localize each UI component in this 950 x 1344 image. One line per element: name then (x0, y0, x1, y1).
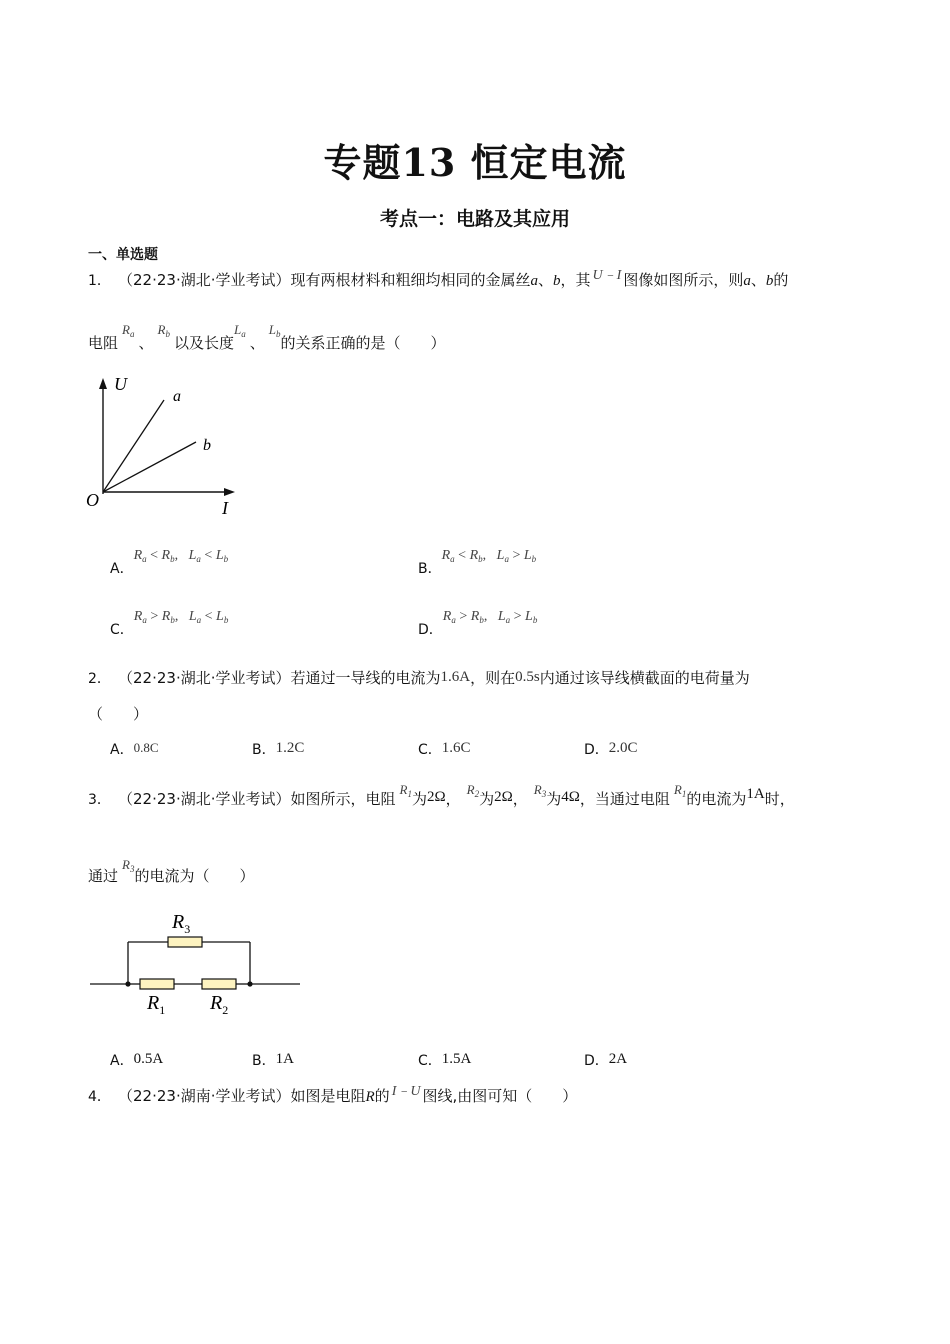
question-2-line-2: （ ） (88, 705, 149, 723)
r2-label: $R_2$ (210, 992, 229, 1017)
question-3-line-2: 通过$R_3$的电流为（ ） (88, 857, 255, 885)
q2-option-d[interactable]: D．2.0C (584, 740, 638, 758)
q2-option-b[interactable]: B．1.2C (252, 740, 305, 758)
q3-option-b[interactable]: B．1A (252, 1051, 294, 1069)
q1-option-c[interactable]: C．$R_a > R_b$, $L_a < L_b$ (110, 609, 229, 638)
option-formula: $R_a < R_b$, $L_a > L_b$ (441, 548, 537, 564)
q3-option-a[interactable]: A．0.5A (110, 1051, 164, 1069)
q1-option-d[interactable]: D．$R_a > R_b$, $L_a > L_b$ (418, 609, 538, 638)
length-la: $L_a$ (233, 322, 246, 339)
q3-option-d[interactable]: D．2A (584, 1051, 628, 1069)
line-a-label: a (173, 388, 181, 405)
ui-graph (84, 372, 254, 522)
page-title: 专题13 恒定电流 (323, 140, 627, 185)
line-b-label: b (203, 437, 211, 454)
length-lb: $L_b$ (268, 322, 281, 339)
i-axis-arrow (224, 488, 235, 496)
question-number: 3． (88, 792, 111, 808)
q1-option-b[interactable]: B．$R_a < R_b$, $L_a > L_b$ (418, 548, 537, 577)
question-number: 1． (88, 273, 111, 289)
line-b (103, 442, 196, 492)
question-1-line-1: 1． （22·23·湖北·学业考试）现有两根材料和粗细均相同的金属丝a、b，其 U﹣I 图像如图所示，则a、b的 (88, 268, 789, 289)
resistor-r1 (140, 979, 174, 989)
junction-node (125, 981, 130, 986)
question-number: 2． (88, 671, 111, 687)
option-formula: $R_a > R_b$, $L_a > L_b$ (442, 609, 538, 625)
question-source: （22·23·湖北·学业考试） (118, 271, 291, 289)
u-axis-arrow (99, 378, 107, 389)
i-axis-label: I (222, 498, 228, 518)
line-a (103, 400, 164, 492)
resistance-ra: $R_a$ (122, 322, 135, 339)
resistor-r2 (202, 979, 236, 989)
question-source: （22·23·湖北·学业考试） (118, 669, 291, 687)
question-source: （22·23·湖南·学业考试） (118, 1087, 291, 1105)
question-3-line-1: 3． （22·23·湖北·学业考试）如图所示，电阻$R_1$为2Ω，$R_2$为2Ω，$R_3$为4Ω，当通过电阻$R_1$的电流为1A时， (88, 782, 795, 808)
junction-node (247, 981, 252, 986)
u-axis-label: U (114, 374, 127, 394)
q1-option-a[interactable]: A．$R_a < R_b$, $L_a < L_b$ (110, 548, 229, 577)
origin-label: O (86, 490, 99, 510)
option-formula: $R_a > R_b$, $L_a < L_b$ (133, 609, 229, 625)
question-4-line-1: 4． （22·23·湖南·学业考试）如图是电阻R的 I﹣U 图线,由图可知（ ） (88, 1084, 578, 1105)
question-type-heading: 一、单选题 (88, 247, 158, 263)
circuit-diagram (88, 906, 304, 1022)
question-1-line-2: 电阻$R_a$ 、$R_b$ 以及长度$L_a$ 、$L_b$的关系正确的是（ ） (88, 322, 446, 352)
question-2-line-1: 2． （22·23·湖北·学业考试）若通过一导线的电流为1.6A，则在0.5s内通过该导线横截面的电荷量为 (88, 669, 750, 687)
resistance-rb: $R_b$ (157, 322, 170, 339)
section-subtitle: 考点一：电路及其应用 (379, 208, 570, 230)
ui-symbol: U﹣I (592, 268, 622, 283)
q2-option-a[interactable]: A．0.8C (110, 740, 159, 758)
resistor-r3 (168, 937, 202, 947)
question-source: （22·23·湖北·学业考试） (118, 790, 291, 808)
option-formula: $R_a < R_b$, $L_a < L_b$ (133, 548, 229, 564)
r3-label: $R_3$ (172, 911, 191, 936)
q3-option-c[interactable]: C．1.5A (418, 1051, 472, 1069)
q2-option-c[interactable]: C．1.6C (418, 740, 471, 758)
question-number: 4． (88, 1089, 111, 1105)
iu-symbol: I﹣U (391, 1084, 421, 1099)
r1-label: $R_1$ (147, 992, 166, 1017)
